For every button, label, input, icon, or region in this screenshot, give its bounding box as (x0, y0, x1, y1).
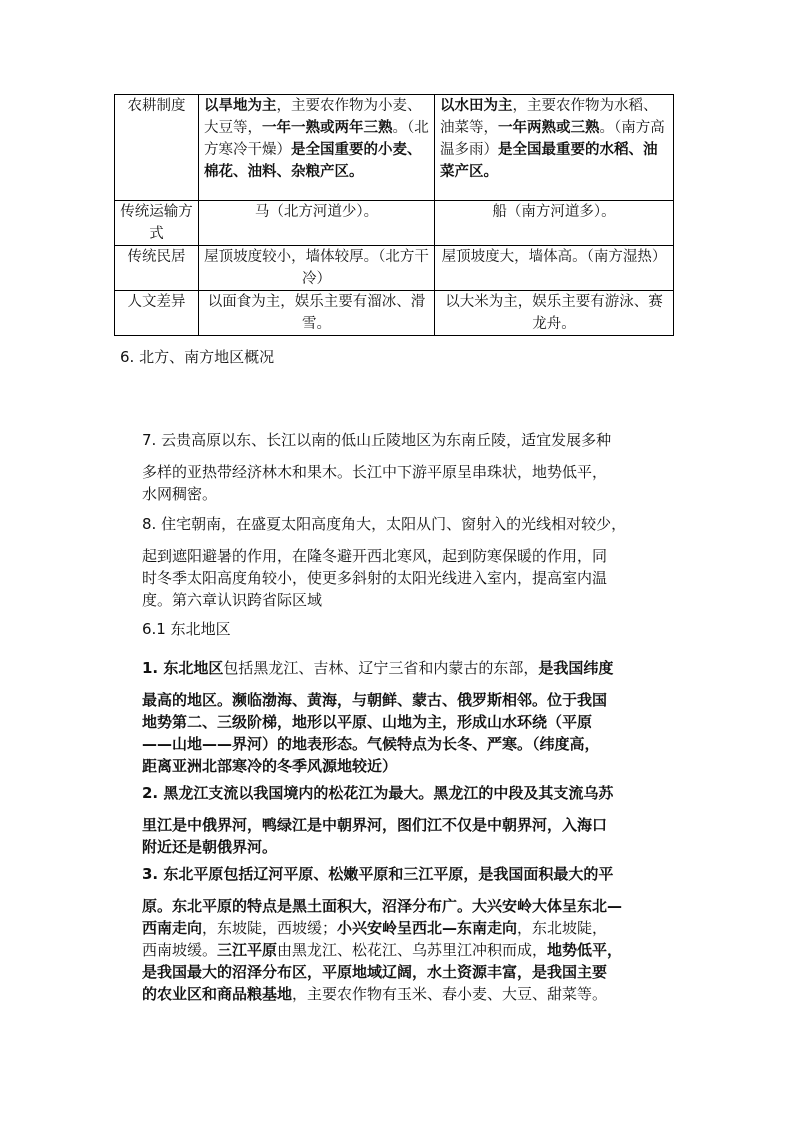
table-row (115, 246, 674, 291)
south-harvest: 一年两熟或三熟 (498, 120, 600, 136)
south-crops: ，主要农作物为水稻、油菜等， (440, 98, 658, 136)
northeast-plain-term: 3. 东北平原 (142, 865, 224, 883)
daxinganling-direction: 西南走向 (142, 919, 203, 937)
paragraph-1-line (142, 657, 613, 679)
southwest-slope-text: 西南坡缓。 (142, 941, 218, 959)
paragraph-3-line (142, 863, 613, 885)
xiaoxinganling-slopes: ，东北坡陡， (517, 919, 608, 937)
south-cell: 船（南方河道多）。 (435, 201, 674, 246)
north-crops: ，主要农作物为小麦、大豆等， (204, 98, 422, 136)
row-header: 传统民居 (115, 246, 199, 291)
south-cell: 以大米为主，娱乐主要有游泳、赛龙舟。 (435, 291, 674, 336)
north-cell: 以面食为主，娱乐主要有溜冰、滑雪。 (199, 291, 435, 336)
paragraph-2-line: 附近还是朝俄界河。 (142, 838, 278, 856)
paragraph-7-line: 多样的亚热带经济林木和果木。长江中下游平原呈串珠状，地势低平， (142, 463, 608, 481)
wusuli-river-text: 黑龙江的中段及其支流乌苏 (433, 784, 614, 802)
north-cell: 马（北方河道少）。 (199, 201, 435, 246)
paragraph-7-line: 水网稠密。 (142, 485, 218, 503)
paragraph-8-line: 8. 住宅朝南，在盛夏太阳高度角大，太阳从门、窗射入的光线相对较少， (142, 515, 627, 533)
paragraph-1-line: ——山地——界河）的地表形态。气候特点为长冬、严寒。（纬度高， (142, 735, 600, 753)
table-row (115, 291, 674, 336)
row-header-label: 农耕制度 (127, 98, 186, 114)
paragraph-1-line: 地势第二、三级阶梯，地形以平原、山地为主，形成山水环绕（平原 (142, 713, 593, 731)
main-crops-text: ，主要农作物有玉米、春小麦、大豆、甜菜等。 (292, 985, 608, 1003)
paragraph-3-line: 原。东北平原的特点是黑土面积大，沼泽分布广。大兴安岭大体呈东北— (142, 897, 623, 915)
south-region-role: 是全国最重要的水稻、油菜产区。 (440, 142, 658, 180)
sanjiang-plain-term: 三江平原 (217, 941, 278, 959)
largest-plain-text: 是我国面积最大的平 (478, 865, 614, 883)
northeast-plain-parts: 包括辽河平原、松嫩平原和三江平原， (223, 865, 479, 883)
paragraph-8-line: 时冬季太阳高度角较小，使更多斜射的太阳光线进入室内，提高室内温 (142, 569, 608, 587)
terrain-low-flat: 地势低平， (547, 941, 623, 959)
northeast-provinces-text: 包括黑龙江、吉林、辽宁三省和内蒙古的东部， (223, 659, 539, 677)
daxinganling-slopes: ，东坡陡，西坡缓； (202, 919, 338, 937)
north-cell: 屋顶坡度较小，墙体较厚。（北方干冷） (199, 246, 435, 291)
south-farming-type: 以水田为主 (440, 98, 513, 114)
section-6-1-heading: 6.1 东北地区 (142, 620, 231, 638)
paragraph-3-line (142, 917, 607, 939)
north-harvest: 一年一熟或两年三熟 (262, 120, 393, 136)
north-south-comparison-table (114, 94, 674, 336)
paragraph-2-line: 里江是中俄界河，鸭绿江是中朝界河，图们江不仅是中朝界河，入海口 (142, 816, 608, 834)
paragraph-8-line: 度。第六章认识跨省际区域 (142, 591, 323, 609)
table-row (115, 201, 674, 246)
northeast-latitude-text: 是我国纬度 (538, 659, 614, 677)
south-cell (435, 95, 674, 201)
northeast-region-term: 1. 东北地区 (142, 659, 224, 677)
sanjiang-plain-origin: 由黑龙江、松花江、乌苏里江冲积而成， (277, 941, 548, 959)
row-header (115, 95, 199, 201)
paragraph-3-line (142, 939, 622, 961)
north-farming-type: 以旱地为主 (204, 98, 277, 114)
south-cell: 屋顶坡度大，墙体高。（南方湿热） (435, 246, 674, 291)
south-climate: 。（南方高温多雨） (440, 120, 665, 158)
row-header: 人文差异 (115, 291, 199, 336)
section-6-heading: 6. 北方、南方地区概况 (120, 348, 275, 366)
row-header: 传统运输方式 (115, 201, 199, 246)
xiaoxinganling-direction: 小兴安岭呈西北—东南走向 (337, 919, 518, 937)
paragraph-2-line (142, 782, 613, 804)
songhua-river-text: 2. 黑龙江支流以我国境内的松花江为最大。 (142, 784, 434, 802)
paragraph-1-line: 距离亚洲北部寒冷的冬季风源地较近） (142, 757, 398, 775)
paragraph-3-line (142, 983, 607, 1005)
paragraph-1-line: 最高的地区。濒临渤海、黄海，与朝鲜、蒙古、俄罗斯相邻。位于我国 (142, 691, 608, 709)
north-region-role: 是全国重要的小麦、棉花、油料、杂粮产区。 (204, 142, 422, 180)
paragraph-3-line: 是我国最大的沼泽分布区，平原地域辽阔，水土资源丰富，是我国主要 (142, 963, 608, 981)
paragraph-8-line: 起到遮阳避暑的作用，在隆冬避开西北寒风，起到防寒保暖的作用，同 (142, 547, 608, 565)
paragraph-7-line: 7. 云贵高原以东、长江以南的低山丘陵地区为东南丘陵，适宜发展多种 (142, 431, 612, 449)
north-cell (199, 95, 435, 201)
grain-base-text: 的农业区和商品粮基地 (142, 985, 293, 1003)
north-climate: 。（北方寒冷干燥） (204, 120, 429, 158)
table-row (115, 95, 674, 201)
